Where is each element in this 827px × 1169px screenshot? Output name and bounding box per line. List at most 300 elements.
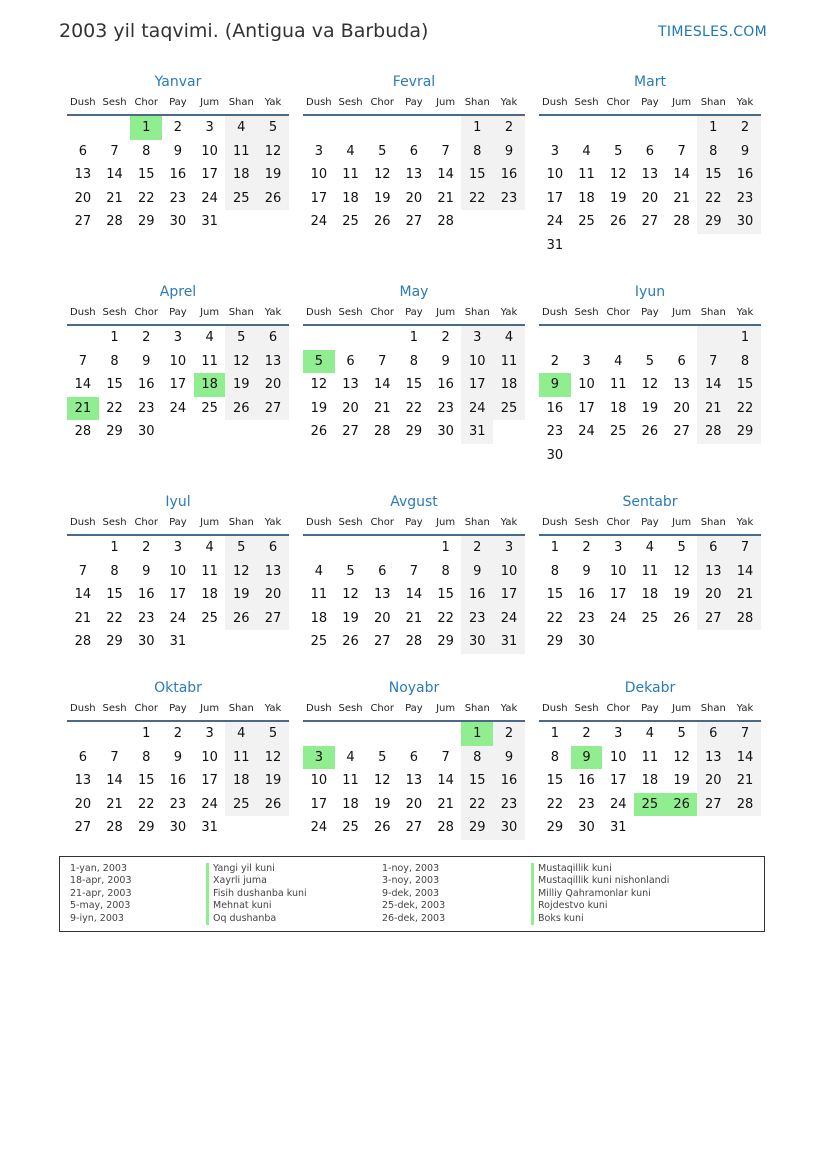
day-cell: 21 [729, 769, 761, 793]
day-cell: 5 [378, 749, 387, 765]
day-cell: 3 [205, 120, 214, 135]
empty-day-cell [697, 234, 729, 258]
day-cell: 26 [257, 187, 289, 211]
day-cell: 1 [142, 726, 151, 741]
week-row [539, 187, 761, 211]
weekday-label: Pay [405, 517, 423, 528]
week-row [303, 140, 525, 164]
day-cell: 20 [257, 583, 289, 607]
day-cell: 22 [106, 400, 123, 416]
month-may [303, 282, 525, 444]
day-cell: 7 [697, 350, 729, 374]
week-row [67, 397, 289, 421]
day-cell: 10 [310, 773, 328, 789]
day-cell: 15 [137, 773, 155, 789]
month-iyun [539, 282, 761, 468]
day-cell: 15 [461, 163, 493, 187]
month-name: Aprel [159, 284, 197, 300]
day-cell: 12 [257, 140, 289, 164]
weekday-label: Pay [169, 517, 187, 528]
day-cell: 15 [461, 769, 493, 793]
weekday-header [539, 302, 761, 326]
weekday-header [539, 512, 761, 536]
day-cell: 15 [729, 373, 761, 397]
week-row [303, 373, 525, 397]
weekday-label: Shan [700, 97, 726, 108]
legend-holiday-name: Xayrli juma [206, 875, 307, 887]
weekday-label: Jum [200, 703, 220, 714]
empty-day-cell [602, 116, 634, 140]
legend-holiday-name: Mustaqillik kuni nishonlandi [531, 875, 669, 887]
day-cell: 30 [461, 630, 493, 654]
holiday-legend [59, 856, 765, 932]
weekday-label: Pay [405, 97, 423, 108]
week-row [539, 560, 761, 584]
empty-day-cell [666, 444, 698, 468]
day-cell: 19 [641, 400, 659, 416]
month-name: Dekabr [624, 680, 676, 696]
weekday-label: Chor [134, 517, 158, 528]
weekday-header [67, 698, 289, 722]
day-cell: 16 [493, 769, 525, 793]
day-cell: 12 [257, 746, 289, 770]
week-row [67, 140, 289, 164]
week-row [67, 326, 289, 350]
weekday-label: Jum [436, 307, 456, 318]
legend-dates-left [70, 863, 132, 925]
day-cell: 21 [74, 610, 92, 626]
day-cell: 11 [641, 749, 659, 765]
empty-day-cell [571, 116, 603, 140]
weekday-label: Sesh [338, 703, 363, 714]
day-cell: 8 [697, 140, 729, 164]
day-cell: 28 [673, 214, 690, 230]
day-cell: 29 [137, 820, 155, 836]
day-cell: 15 [546, 587, 564, 603]
day-cell: 31 [201, 214, 218, 230]
day-cell: 11 [578, 167, 595, 183]
day-cell: 11 [342, 167, 359, 183]
day-cell: 24 [201, 190, 218, 206]
day-cell: 10 [461, 350, 493, 374]
day-cell: 20 [74, 796, 92, 812]
day-cell: 26 [373, 820, 391, 836]
month-mart [539, 72, 761, 258]
day-cell: 24 [461, 397, 493, 421]
day-cell: 23 [578, 796, 595, 812]
day-cell: 28 [106, 820, 123, 836]
weekday-label: Yak [500, 97, 518, 108]
weekday-label: Chor [370, 703, 394, 714]
day-cell: 13 [257, 560, 289, 584]
empty-day-cell [162, 420, 194, 444]
legend-holiday-name: Yangi yil kuni [206, 863, 307, 875]
day-cell: 20 [697, 769, 729, 793]
day-cell: 4 [582, 143, 591, 159]
day-cell: 6 [645, 143, 655, 159]
day-cell: 6 [697, 536, 729, 560]
empty-day-cell [697, 816, 729, 840]
day-cell: 2 [550, 353, 559, 369]
weekday-label: Sesh [102, 97, 127, 108]
weekday-label: Shan [464, 703, 490, 714]
day-cell: 12 [342, 587, 359, 603]
day-cell: 27 [257, 607, 289, 631]
legend-holiday-name: Oq dushanba [206, 913, 307, 925]
week-row [303, 583, 525, 607]
weekday-label: Jum [200, 517, 220, 528]
month-oktabr [67, 678, 289, 840]
day-cell: 6 [409, 749, 419, 765]
legend-date: 1-noy, 2003 [382, 863, 440, 874]
day-cell: 10 [201, 143, 218, 159]
day-cell: 11 [201, 563, 218, 579]
day-cell: 13 [257, 350, 289, 374]
day-cell: 30 [578, 820, 595, 836]
day-cell: 24 [169, 610, 187, 626]
day-cell: 23 [578, 610, 595, 626]
weekday-header [67, 92, 289, 116]
day-cell: 30 [437, 424, 454, 440]
day-cell: 30 [729, 210, 761, 234]
month-avgust [303, 492, 525, 654]
week-row [67, 187, 289, 211]
day-cell: 19 [257, 769, 289, 793]
day-cell: 4 [346, 749, 355, 765]
weekday-label: Sesh [338, 307, 363, 318]
day-cell: 29 [137, 214, 155, 230]
day-cell: 23 [437, 400, 454, 416]
day-cell: 20 [342, 400, 359, 416]
legend-date: 9-iyn, 2003 [70, 912, 124, 924]
day-cell: 28 [106, 214, 123, 230]
day-cell: 9 [493, 140, 525, 164]
week-row [67, 210, 289, 234]
day-cell: 19 [225, 583, 257, 607]
empty-day-cell [303, 326, 335, 350]
day-cell: 10 [609, 749, 627, 765]
empty-day-cell [335, 326, 367, 350]
day-cell: 14 [437, 167, 454, 183]
day-cell: 30 [169, 214, 187, 230]
week-row [539, 373, 761, 397]
day-cell: 18 [578, 190, 595, 206]
empty-day-cell [99, 722, 131, 746]
day-cell: 12 [310, 377, 328, 393]
day-cell: 27 [74, 214, 92, 230]
weekday-label: Yak [736, 703, 754, 714]
day-cell: 18 [342, 190, 359, 206]
day-cell: 18 [225, 163, 257, 187]
day-cell: 1 [110, 540, 119, 555]
day-cell: 28 [74, 424, 92, 440]
week-row [67, 722, 289, 746]
day-cell: 3 [550, 143, 559, 159]
day-cell: 6 [409, 143, 419, 159]
day-cell: 21 [405, 610, 423, 626]
day-cell: 6 [677, 353, 686, 369]
week-row [67, 373, 289, 397]
weekday-label: Dush [306, 97, 332, 108]
day-cell: 16 [493, 163, 525, 187]
weekday-label: Chor [606, 97, 630, 108]
day-cell: 14 [437, 773, 454, 789]
week-row [539, 350, 761, 374]
day-cell: 30 [169, 820, 187, 836]
weekday-label: Chor [134, 703, 158, 714]
weekday-label: Chor [606, 517, 630, 528]
day-cell: 2 [173, 726, 183, 741]
day-cell: 1 [441, 540, 450, 555]
legend-holiday-name: Mustaqillik kuni [531, 863, 669, 875]
weekday-label: Jum [200, 307, 220, 318]
day-cell: 25 [342, 214, 359, 230]
day-cell: 14 [74, 377, 92, 393]
day-cell: 4 [493, 326, 525, 350]
empty-day-cell [194, 630, 226, 654]
empty-day-cell [366, 722, 398, 746]
weekday-label: Jum [672, 307, 692, 318]
day-cell: 7 [441, 143, 450, 159]
day-cell: 18 [194, 373, 226, 397]
day-cell: 12 [673, 563, 690, 579]
day-cell: 17 [493, 583, 525, 607]
empty-day-cell [634, 444, 666, 468]
week-row [303, 163, 525, 187]
weekday-label: Yak [264, 307, 282, 318]
day-cell: 25 [310, 634, 328, 650]
day-cell: 26 [641, 424, 659, 440]
weekday-label: Jum [672, 97, 692, 108]
day-cell: 3 [173, 540, 183, 555]
day-cell: 8 [550, 563, 559, 579]
day-cell: 22 [461, 187, 493, 211]
weekday-label: Shan [228, 97, 254, 108]
day-cell: 1 [130, 116, 162, 140]
empty-day-cell [398, 116, 430, 140]
legend-date: 5-may, 2003 [70, 900, 131, 912]
week-row [539, 722, 761, 746]
day-cell: 30 [493, 816, 525, 840]
week-row [67, 583, 289, 607]
week-row [539, 607, 761, 631]
weekday-label: Yak [736, 307, 754, 318]
week-row [67, 163, 289, 187]
day-cell: 9 [571, 746, 603, 770]
weekday-label: Shan [464, 517, 490, 528]
legend-holiday-name: Rojdestvo kuni [531, 900, 669, 912]
day-cell: 29 [546, 634, 564, 650]
week-row [539, 769, 761, 793]
day-cell: 17 [461, 373, 493, 397]
day-cell: 8 [142, 749, 151, 765]
day-cell: 20 [257, 373, 289, 397]
day-cell: 14 [373, 377, 391, 393]
month-fevral [303, 72, 525, 234]
day-cell: 15 [405, 377, 423, 393]
week-row [539, 234, 761, 258]
day-cell: 17 [169, 587, 187, 603]
day-cell: 5 [303, 350, 335, 374]
day-cell: 18 [609, 400, 627, 416]
day-cell: 8 [461, 746, 493, 770]
day-cell: 25 [342, 820, 359, 836]
empty-day-cell [225, 420, 257, 444]
day-cell: 26 [225, 607, 257, 631]
empty-day-cell [366, 326, 398, 350]
day-cell: 31 [461, 420, 493, 444]
month-sentabr [539, 492, 761, 654]
week-row [67, 816, 289, 840]
day-cell: 7 [409, 563, 419, 579]
week-row [303, 350, 525, 374]
month-yanvar [67, 72, 289, 234]
day-cell: 8 [110, 563, 119, 579]
day-cell: 11 [609, 377, 627, 393]
day-cell: 11 [201, 353, 218, 369]
week-row [539, 746, 761, 770]
month-dekabr [539, 678, 761, 840]
weekday-label: Yak [500, 703, 518, 714]
day-cell: 14 [729, 746, 761, 770]
week-row [67, 769, 289, 793]
day-cell: 19 [373, 190, 391, 206]
day-cell: 1 [550, 726, 559, 741]
day-cell: 5 [677, 540, 686, 555]
day-cell: 9 [173, 143, 183, 159]
day-cell: 3 [582, 353, 591, 369]
day-cell: 27 [74, 820, 92, 836]
day-cell: 4 [645, 540, 655, 555]
day-cell: 11 [225, 140, 257, 164]
brand-link[interactable]: TIMESLES.COM [658, 24, 767, 40]
day-cell: 7 [677, 143, 686, 159]
day-cell: 27 [405, 214, 423, 230]
month-name: Mart [634, 74, 666, 90]
day-cell: 29 [106, 424, 123, 440]
day-cell: 20 [405, 796, 423, 812]
day-cell: 16 [546, 400, 564, 416]
week-row [539, 583, 761, 607]
day-cell: 9 [729, 140, 761, 164]
weekday-label: Yak [264, 517, 282, 528]
day-cell: 30 [578, 634, 595, 650]
week-row [539, 140, 761, 164]
day-cell: 12 [609, 167, 627, 183]
day-cell: 18 [201, 587, 218, 603]
day-cell: 9 [142, 563, 151, 579]
day-cell: 27 [673, 424, 690, 440]
day-cell: 29 [729, 420, 761, 444]
day-cell: 28 [373, 424, 391, 440]
day-cell: 22 [729, 397, 761, 421]
day-cell: 3 [205, 726, 214, 741]
day-cell: 31 [169, 634, 187, 650]
empty-day-cell [666, 326, 698, 350]
weekday-label: Sesh [574, 517, 599, 528]
empty-day-cell [461, 210, 493, 234]
day-cell: 18 [641, 587, 659, 603]
day-cell: 24 [169, 400, 187, 416]
day-cell: 3 [303, 746, 335, 770]
day-cell: 7 [729, 722, 761, 746]
day-cell: 19 [673, 773, 690, 789]
day-cell: 16 [169, 773, 187, 789]
day-cell: 1 [110, 330, 119, 345]
empty-day-cell [602, 234, 634, 258]
day-cell: 27 [641, 214, 659, 230]
day-cell: 13 [641, 167, 659, 183]
day-cell: 27 [257, 397, 289, 421]
day-cell: 18 [493, 373, 525, 397]
weekday-label: Jum [672, 517, 692, 528]
day-cell: 8 [441, 563, 450, 579]
empty-day-cell [303, 536, 335, 560]
empty-day-cell [571, 234, 603, 258]
weekday-label: Pay [169, 703, 187, 714]
day-cell: 20 [673, 400, 690, 416]
week-row [539, 210, 761, 234]
day-cell: 11 [641, 563, 659, 579]
day-cell: 8 [110, 353, 119, 369]
day-cell: 16 [578, 773, 595, 789]
weekday-label: Yak [264, 97, 282, 108]
day-cell: 19 [342, 610, 359, 626]
day-cell: 7 [78, 353, 87, 369]
day-cell: 30 [137, 634, 155, 650]
day-cell: 13 [405, 773, 423, 789]
day-cell: 16 [437, 377, 454, 393]
weekday-label: Dush [542, 517, 568, 528]
empty-day-cell [67, 536, 99, 560]
empty-day-cell [539, 326, 571, 350]
month-name: Yanvar [154, 74, 202, 90]
day-cell: 2 [142, 330, 151, 345]
day-cell: 21 [729, 583, 761, 607]
month-name: Noyabr [388, 680, 440, 696]
weekday-label: Sesh [102, 517, 127, 528]
day-cell: 19 [225, 373, 257, 397]
day-cell: 3 [614, 726, 623, 741]
day-cell: 22 [461, 793, 493, 817]
day-cell: 12 [225, 560, 257, 584]
empty-day-cell [225, 816, 257, 840]
week-row [303, 769, 525, 793]
weekday-header [539, 698, 761, 722]
day-cell: 4 [205, 540, 214, 555]
day-cell: 13 [342, 377, 359, 393]
day-cell: 11 [342, 773, 359, 789]
week-row [67, 630, 289, 654]
day-cell: 21 [437, 796, 454, 812]
day-cell: 28 [437, 820, 454, 836]
day-cell: 9 [493, 746, 525, 770]
day-cell: 6 [257, 326, 289, 350]
weekday-label: Yak [736, 517, 754, 528]
week-row [67, 116, 289, 140]
legend-dates-right [382, 863, 445, 925]
day-cell: 12 [641, 377, 659, 393]
legend-date: 9-dek, 2003 [382, 887, 440, 899]
day-cell: 4 [645, 726, 655, 741]
day-cell: 2 [461, 536, 493, 560]
day-cell: 2 [582, 540, 591, 555]
legend-date: 21-apr, 2003 [70, 887, 132, 899]
day-cell: 28 [74, 634, 92, 650]
weekday-label: Sesh [102, 703, 127, 714]
weekday-label: Dush [306, 703, 332, 714]
day-cell: 23 [137, 400, 155, 416]
